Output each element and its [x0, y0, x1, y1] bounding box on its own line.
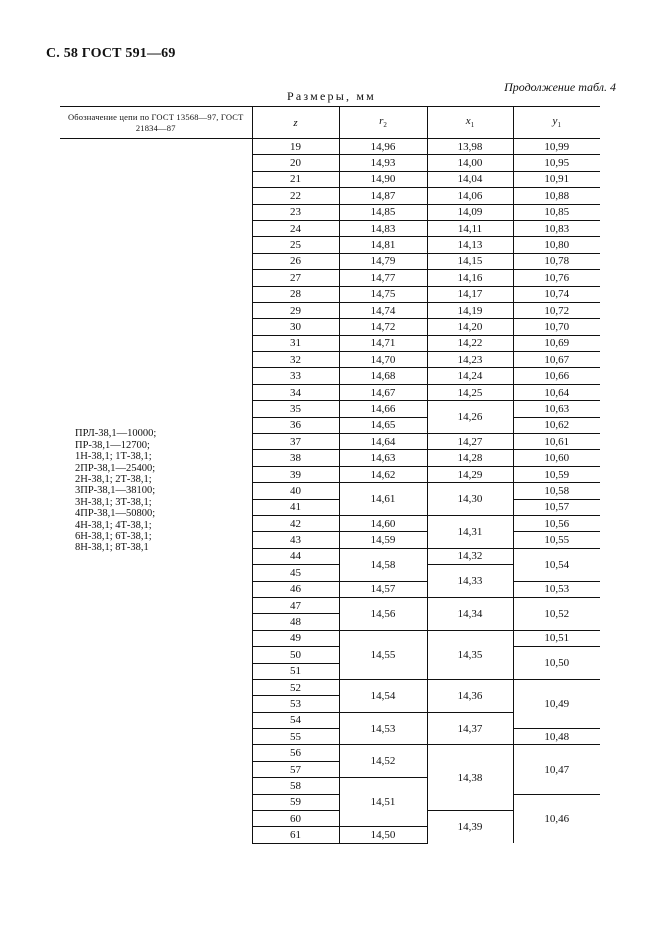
cell-z: 51 [252, 663, 339, 679]
cell-y1: 10,47 [513, 745, 600, 794]
header-r2-subscript: 2 [383, 121, 387, 130]
cell-r2: 14,51 [339, 778, 427, 827]
cell-y1: 10,78 [513, 253, 600, 269]
cell-y1: 10,74 [513, 286, 600, 302]
cell-x1: 14,17 [427, 286, 513, 302]
cell-y1: 10,70 [513, 319, 600, 335]
cell-z: 22 [252, 188, 339, 204]
cell-x1: 14,00 [427, 155, 513, 171]
header-x1-label: x [465, 115, 471, 128]
cell-z: 54 [252, 712, 339, 728]
cell-y1: 10,48 [513, 729, 600, 745]
page-header: С. 58 ГОСТ 591—69 [46, 46, 176, 61]
cell-y1: 10,72 [513, 302, 600, 318]
cell-x1: 14,35 [427, 630, 513, 679]
cell-r2: 14,74 [339, 302, 427, 318]
cell-y1: 10,63 [513, 401, 600, 417]
chain-designation-line: 4Н-38,1; 4Т-38,1; [75, 519, 152, 531]
cell-y1: 10,50 [513, 647, 600, 680]
cell-x1: 14,28 [427, 450, 513, 466]
cell-y1: 10,58 [513, 483, 600, 499]
cell-x1: 14,06 [427, 188, 513, 204]
cell-r2: 14,57 [339, 581, 427, 597]
cell-z: 45 [252, 565, 339, 581]
dimensions-table [60, 106, 600, 844]
cell-y1: 10,51 [513, 630, 600, 646]
table-header-row [60, 107, 600, 139]
cell-y1: 10,55 [513, 532, 600, 548]
cell-r2: 14,96 [339, 139, 427, 155]
cell-y1: 10,52 [513, 597, 600, 630]
cell-r2: 14,90 [339, 171, 427, 187]
cell-x1: 14,22 [427, 335, 513, 351]
chain-designation-line: 3Н-38,1; 3Т-38,1; [75, 496, 152, 508]
cell-z: 59 [252, 794, 339, 810]
cell-x1: 14,30 [427, 483, 513, 516]
cell-z: 26 [252, 253, 339, 269]
cell-x1: 14,11 [427, 220, 513, 236]
cell-x1: 14,13 [427, 237, 513, 253]
chain-designation-line: 6Н-38,1; 6Т-38,1; [75, 531, 152, 543]
cell-y1: 10,69 [513, 335, 600, 351]
cell-z: 58 [252, 778, 339, 794]
cell-r2: 14,81 [339, 237, 427, 253]
cell-z: 33 [252, 368, 339, 384]
header-y1 [513, 107, 600, 139]
cell-z: 42 [252, 515, 339, 531]
cell-y1: 10,88 [513, 188, 600, 204]
cell-y1: 10,95 [513, 155, 600, 171]
cell-x1: 14,29 [427, 466, 513, 482]
cell-r2: 14,59 [339, 532, 427, 548]
cell-y1: 10,46 [513, 794, 600, 843]
cell-z: 28 [252, 286, 339, 302]
cell-y1: 10,76 [513, 270, 600, 286]
cell-y1: 10,66 [513, 368, 600, 384]
cell-r2: 14,56 [339, 597, 427, 630]
cell-x1: 14,23 [427, 352, 513, 368]
cell-z: 32 [252, 352, 339, 368]
header-y1-subscript: 1 [557, 121, 561, 130]
cell-z: 61 [252, 827, 339, 843]
chain-designation-line: ПРЛ-38,1—10000; [75, 428, 157, 440]
cell-r2: 14,85 [339, 204, 427, 220]
cell-x1: 14,19 [427, 302, 513, 318]
cell-z: 29 [252, 302, 339, 318]
cell-y1: 10,53 [513, 581, 600, 597]
cell-z: 34 [252, 384, 339, 400]
cell-y1: 10,67 [513, 352, 600, 368]
cell-r2: 14,61 [339, 483, 427, 516]
cell-z: 55 [252, 729, 339, 745]
cell-r2: 14,60 [339, 515, 427, 531]
cell-z: 37 [252, 434, 339, 450]
header-r2-label: r [379, 115, 384, 128]
table-continuation-label: Продолжение табл. 4 [504, 80, 616, 94]
cell-z: 60 [252, 811, 339, 827]
cell-x1: 14,15 [427, 253, 513, 269]
cell-x1: 14,31 [427, 515, 513, 548]
cell-r2: 14,75 [339, 286, 427, 302]
cell-r2: 14,93 [339, 155, 427, 171]
cell-x1: 14,26 [427, 401, 513, 434]
cell-y1: 10,62 [513, 417, 600, 433]
sizes-caption: Размеры, мм [287, 89, 376, 103]
cell-x1: 14,37 [427, 712, 513, 745]
cell-x1: 13,98 [427, 139, 513, 155]
cell-z: 38 [252, 450, 339, 466]
cell-y1: 10,54 [513, 548, 600, 581]
header-z-label: z [293, 116, 298, 129]
cell-z: 39 [252, 466, 339, 482]
cell-x1: 14,39 [427, 811, 513, 844]
cell-r2: 14,55 [339, 630, 427, 679]
cell-y1: 10,80 [513, 237, 600, 253]
cell-r2: 14,72 [339, 319, 427, 335]
cell-x1: 14,33 [427, 565, 513, 598]
cell-r2: 14,66 [339, 401, 427, 417]
chain-designation-line: ПР-38,1—12700; [75, 439, 150, 451]
cell-r2: 14,83 [339, 220, 427, 236]
cell-r2: 14,87 [339, 188, 427, 204]
header-x1 [427, 107, 513, 139]
cell-x1: 14,38 [427, 745, 513, 811]
cell-z: 52 [252, 679, 339, 695]
header-x1-subscript: 1 [470, 121, 475, 130]
cell-r2: 14,54 [339, 679, 427, 712]
cell-z: 48 [252, 614, 339, 630]
header-y1-label: y [552, 115, 558, 128]
chain-designation-line: 8Н-38,1; 8Т-38,1 [75, 542, 149, 554]
cell-r2: 14,79 [339, 253, 427, 269]
chain-designation-line: 2ПР-38,1—25400; [75, 462, 156, 474]
chain-designation-line: 1Н-38,1; 1Т-38,1; [75, 451, 152, 463]
cell-z: 53 [252, 696, 339, 712]
cell-z: 56 [252, 745, 339, 761]
cell-x1: 14,24 [427, 368, 513, 384]
chain-designations-cell [60, 139, 252, 844]
cell-r2: 14,62 [339, 466, 427, 482]
cell-r2: 14,58 [339, 548, 427, 581]
cell-z: 40 [252, 483, 339, 499]
cell-r2: 14,52 [339, 745, 427, 778]
cell-z: 50 [252, 647, 339, 663]
cell-z: 25 [252, 237, 339, 253]
cell-r2: 14,63 [339, 450, 427, 466]
cell-r2: 14,70 [339, 352, 427, 368]
cell-y1: 10,61 [513, 434, 600, 450]
cell-y1: 10,56 [513, 515, 600, 531]
cell-z: 27 [252, 270, 339, 286]
cell-x1: 14,09 [427, 204, 513, 220]
cell-r2: 14,71 [339, 335, 427, 351]
cell-r2: 14,50 [339, 827, 427, 843]
cell-x1: 14,36 [427, 679, 513, 712]
cell-r2: 14,68 [339, 368, 427, 384]
cell-z: 44 [252, 548, 339, 564]
cell-r2: 14,77 [339, 270, 427, 286]
header-z [252, 107, 339, 139]
cell-y1: 10,59 [513, 466, 600, 482]
cell-x1: 14,27 [427, 434, 513, 450]
cell-y1: 10,64 [513, 384, 600, 400]
cell-z: 19 [252, 139, 339, 155]
cell-z: 41 [252, 499, 339, 515]
cell-y1: 10,57 [513, 499, 600, 515]
cell-x1: 14,04 [427, 171, 513, 187]
cell-x1: 14,25 [427, 384, 513, 400]
cell-z: 57 [252, 761, 339, 777]
cell-z: 21 [252, 171, 339, 187]
cell-z: 23 [252, 204, 339, 220]
cell-z: 47 [252, 597, 339, 613]
cell-y1: 10,83 [513, 220, 600, 236]
chain-designation-line: 3ПР-38,1—38100; [75, 485, 156, 497]
cell-x1: 14,32 [427, 548, 513, 564]
cell-z: 31 [252, 335, 339, 351]
cell-z: 43 [252, 532, 339, 548]
cell-r2: 14,67 [339, 384, 427, 400]
cell-y1: 10,85 [513, 204, 600, 220]
cell-y1: 10,49 [513, 679, 600, 728]
cell-x1: 14,34 [427, 597, 513, 630]
cell-y1: 10,91 [513, 171, 600, 187]
cell-y1: 10,60 [513, 450, 600, 466]
cell-z: 36 [252, 417, 339, 433]
cell-z: 20 [252, 155, 339, 171]
table-body [60, 139, 600, 844]
header-designation: Обозначение цепи по ГОСТ 13568—97, ГОСТ 21834—87 [60, 107, 252, 139]
cell-z: 49 [252, 630, 339, 646]
table-row [60, 139, 600, 155]
header-r2 [339, 107, 427, 139]
cell-r2: 14,53 [339, 712, 427, 745]
cell-x1: 14,20 [427, 319, 513, 335]
cell-z: 30 [252, 319, 339, 335]
cell-z: 46 [252, 581, 339, 597]
cell-r2: 14,64 [339, 434, 427, 450]
cell-y1: 10,99 [513, 139, 600, 155]
chain-designation-line: 2Н-38,1; 2Т-38,1; [75, 474, 152, 486]
cell-z: 24 [252, 220, 339, 236]
cell-x1: 14,16 [427, 270, 513, 286]
cell-z: 35 [252, 401, 339, 417]
chain-designation-line: 4ПР-38,1—50800; [75, 508, 156, 520]
cell-r2: 14,65 [339, 417, 427, 433]
